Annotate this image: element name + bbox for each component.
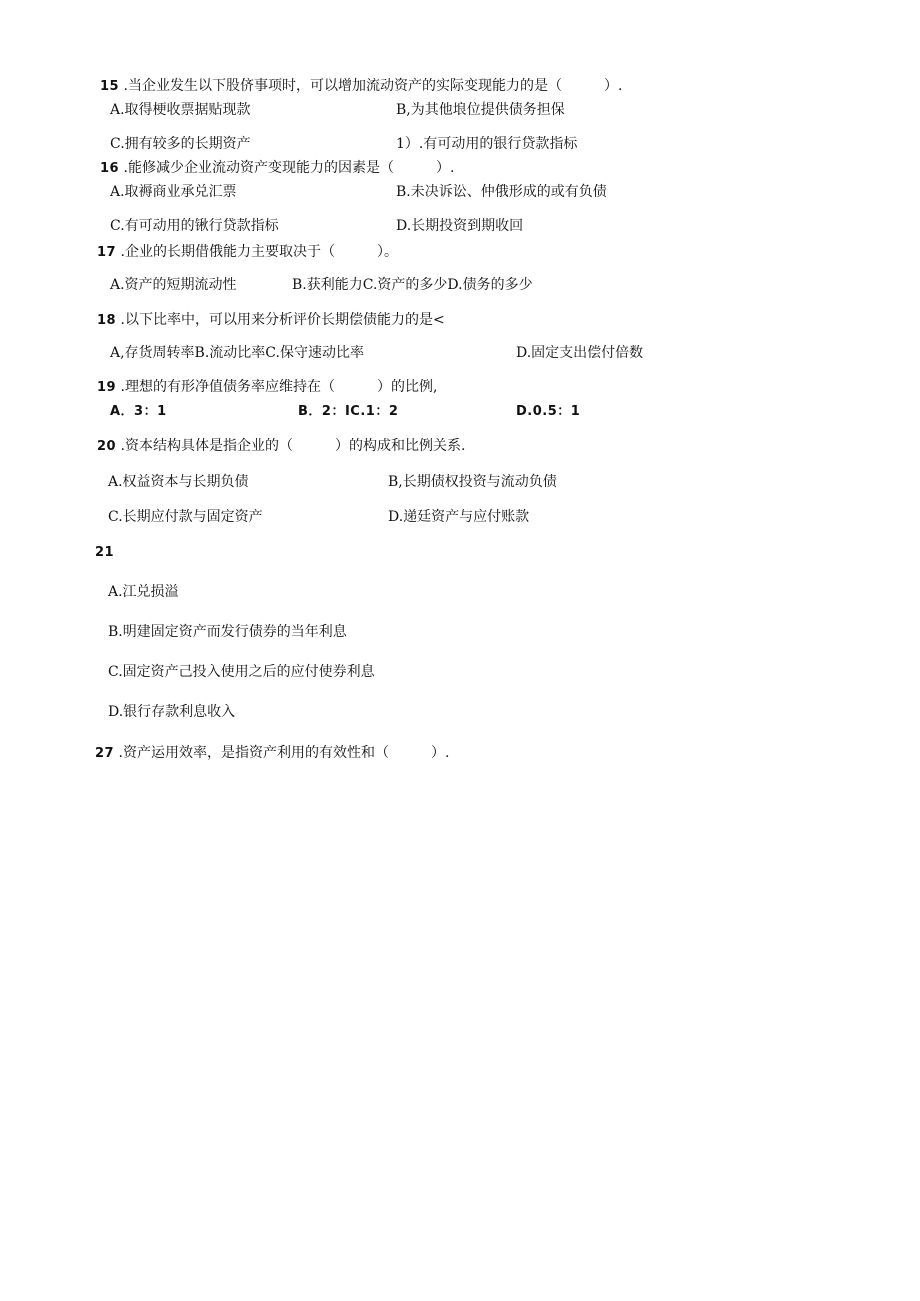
question-15-stem	[100, 77, 622, 96]
question-15-option-d: 1）.有可动用的银行贷款指标	[396, 136, 578, 152]
question-18-option-d: D.固定支出偿付倍数	[516, 345, 644, 361]
question-19-option-d: D.0.5：1	[516, 404, 581, 419]
question-20-option-b: B,长期债权投资与流动负债	[388, 474, 557, 490]
question-19-stem	[97, 378, 437, 397]
question-16-option-a: A.取褥商业承兑汇票	[110, 184, 237, 200]
question-16-option-d: D.长期投资到期收回	[396, 218, 524, 234]
question-21-option-a: A.江兑损溢	[108, 584, 179, 600]
question-text: .资本结构具体是指企业的（ ）的构成和比例关系.	[120, 438, 466, 454]
question-16-stem	[100, 159, 454, 178]
question-19-options-bc: B．2：IC.1：2	[298, 404, 399, 419]
question-number: 15	[100, 79, 120, 94]
question-20-option-a: A.权益资本与长期负债	[108, 474, 249, 490]
question-number: 20	[97, 439, 117, 454]
question-number: 27	[95, 746, 115, 761]
question-text: .资产运用效率，是指资产利用的有效性和（ ）.	[118, 745, 450, 761]
question-21-option-c: C.固定资产己投入使用之后的应付使券利息	[108, 664, 375, 680]
question-20-option-d: D.递廷资产与应付账款	[388, 509, 530, 525]
question-18-options-abc: A,存货周转率B.流动比率C.保守速动比率	[110, 345, 364, 361]
question-number: 17	[97, 245, 117, 260]
question-19-option-a: A．3：1	[110, 404, 167, 419]
question-21-option-b: B.明建固定资产而发行债券的当年利息	[108, 624, 347, 640]
question-text: .能修减少企业流动资产变现能力的因素是（ ）.	[123, 160, 455, 176]
question-number: 18	[97, 313, 117, 328]
question-18-stem	[97, 311, 445, 330]
question-text: .企业的长期借俄能力主要取决于（ ）。	[120, 244, 398, 260]
question-17-option-a: A.资产的短期流动性	[110, 277, 237, 293]
question-number: 16	[100, 161, 120, 176]
question-15-option-a: A.取得梗收票据贴现款	[110, 102, 251, 118]
question-text: .当企业发生以下股侪事项时，可以增加流动资产的实际变现能力的是（ ）.	[123, 78, 623, 94]
question-21-option-d: D.银行存款利息收入	[108, 704, 236, 720]
question-21-number: 21	[95, 545, 115, 560]
question-text: .理想的有形净值债务率应维持在（ ）的比例,	[120, 379, 438, 395]
question-20-option-c: C.长期应付款与固定资产	[108, 509, 263, 525]
question-27-stem	[95, 744, 449, 763]
question-16-option-c: C.有可动用的锹行贷款指标	[110, 218, 279, 234]
question-17-stem	[97, 243, 398, 262]
question-20-stem	[97, 437, 465, 456]
question-text: .以下比率中，可以用来分析评价长期偿债能力的是<	[120, 312, 445, 328]
question-15-option-b: B,为其他埌位提供债务担保	[396, 102, 565, 118]
question-number: 19	[97, 380, 117, 395]
question-16-option-b: B.未决诉讼、仲俄形成的或有负债	[396, 184, 607, 200]
question-15-option-c: C.拥有较多的长期资产	[110, 136, 251, 152]
question-17-options-bcd: B.获利能力C.资产的多少D.债务的多少	[292, 277, 533, 293]
